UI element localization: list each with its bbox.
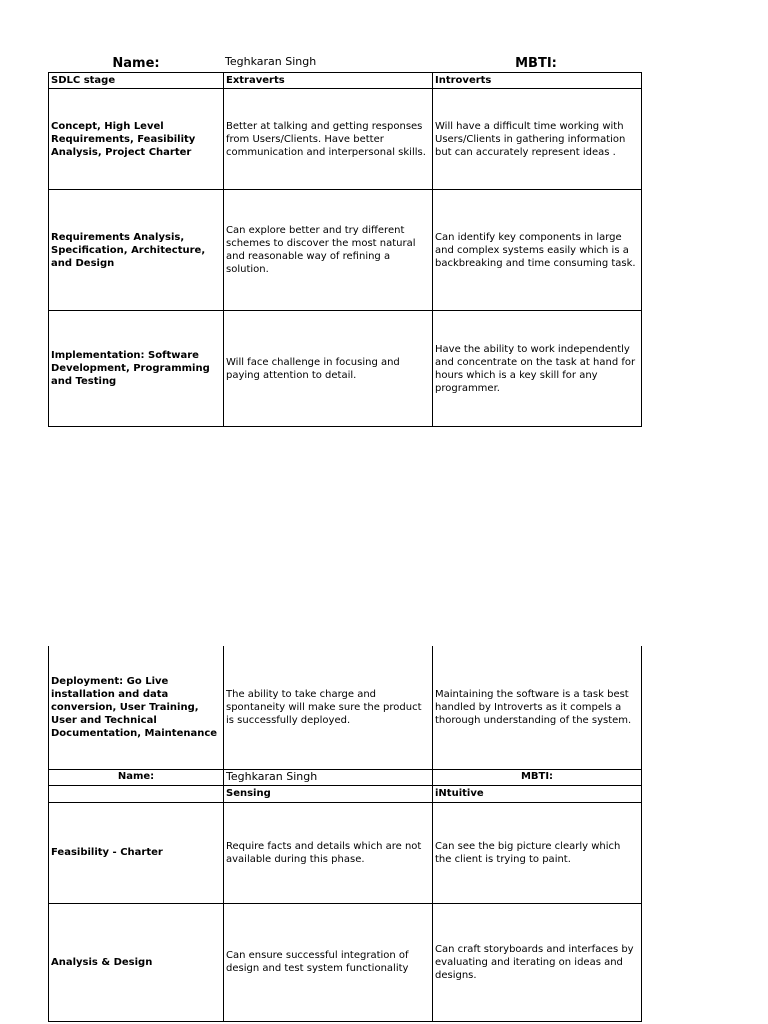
column-header-extraverts: Extraverts [224,73,433,89]
name-mbti-row [49,769,642,785]
column-header-sensing: Sensing [224,785,433,802]
table-row [49,311,642,427]
extraverts-cell: Better at talking and getting responses from Users/Clients. Have better communication and interpersonal skills. [224,89,433,190]
intuitive-cell: Can craft storyboards and interfaces by evaluating and iterating on ideas and designs. [433,903,642,1021]
stage-cell: Concept, High Level Requirements, Feasibility Analysis, Project Charter [49,89,224,190]
introverts-cell: Maintaining the software is a task best handled by Introverts as it compels a thorough understanding of the system. [433,646,642,769]
sensing-cell: Require facts and details which are not available during this phase. [224,802,433,903]
intuitive-cell: Can see the big picture clearly which the client is trying to paint. [433,802,642,903]
table-header-row [49,73,642,89]
column-header-intuitive: iNtuitive [433,785,642,802]
introverts-cell: Have the ability to work independently and concentrate on the task at hand for hours which is a key skill for any programmer. [433,311,642,427]
stage-cell: Deployment: Go Live installation and data conversion, User Training, User and Technical Documentation, Maintenance [49,646,224,769]
sdlc-table-sensing-intuitive [48,646,642,1022]
introverts-cell: Can identify key components in large and complex systems easily which is a backbreaking and time consuming task. [433,190,642,311]
table-row [49,89,642,190]
mbti-label: MBTI: [433,769,642,785]
stage-cell: Analysis & Design [49,903,224,1021]
table-row [49,802,642,903]
column-header-introverts: Introverts [433,73,642,89]
extraverts-cell: Can explore better and try different schemes to discover the most natural and reasonable way of refining a solution. [224,190,433,311]
name-label: Name: [49,769,224,785]
table-row-deployment [49,646,642,769]
introverts-cell: Will have a difficult time working with Users/Clients in gathering information but can accurately represent ideas . [433,89,642,190]
table-row [49,190,642,311]
mbti-label: MBTI: [515,56,557,71]
sensing-cell: Can ensure successful integration of design and test system functionality [224,903,433,1021]
name-value: Teghkaran Singh [225,55,317,68]
table-header-row [49,785,642,802]
extraverts-cell: Will face challenge in focusing and paying attention to detail. [224,311,433,427]
name-label: Name: [112,56,160,71]
stage-cell: Feasibility - Charter [49,802,224,903]
stage-cell: Implementation: Software Development, Programming and Testing [49,311,224,427]
column-header-stage [49,785,224,802]
sdlc-table-extraverts-introverts [48,72,642,427]
stage-cell: Requirements Analysis, Specification, Architecture, and Design [49,190,224,311]
name-value: Teghkaran Singh [224,769,433,785]
column-header-stage: SDLC stage [49,73,224,89]
extraverts-cell: The ability to take charge and spontaneity will make sure the product is successfully deployed. [224,646,433,769]
table-row [49,903,642,1021]
